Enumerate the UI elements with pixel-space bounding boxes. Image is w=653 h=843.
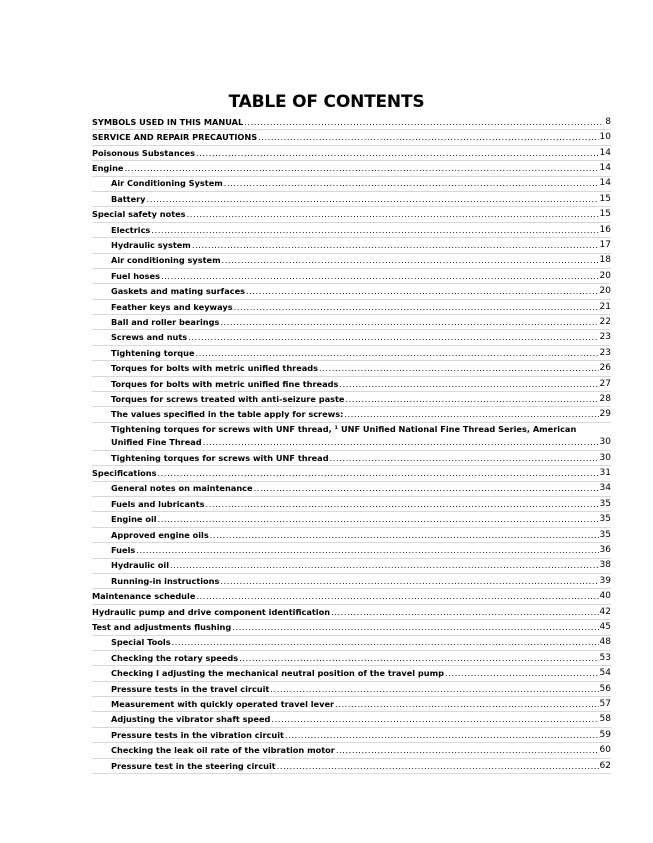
toc-entry[interactable] [92, 177, 611, 192]
dot-leader [206, 499, 599, 512]
toc-entry-label: Hydraulic pump and drive component identification [92, 606, 331, 617]
dot-leader [345, 394, 598, 407]
toc-entry[interactable] [92, 330, 611, 345]
dot-leader [210, 530, 599, 543]
toc-entry[interactable] [92, 300, 611, 315]
toc-entry-page: 14 [599, 178, 611, 189]
dot-leader [254, 483, 599, 496]
toc-entry[interactable] [92, 728, 611, 743]
dot-leader [170, 560, 599, 573]
dot-leader [192, 240, 599, 253]
dot-leader [246, 286, 599, 299]
toc-entry-page: 27 [599, 378, 611, 389]
toc-entry-label: Engine oil [111, 514, 157, 525]
toc-entry-label: Torques for bolts with metric unified fine threads [111, 378, 339, 389]
dot-leader [196, 148, 599, 161]
toc-entry[interactable] [92, 392, 611, 407]
toc-entry-page: 30 [599, 452, 611, 463]
toc-entry[interactable] [92, 682, 611, 697]
toc-entry-page: 18 [599, 255, 611, 266]
toc-entry-page: 20 [599, 270, 611, 281]
toc-entry[interactable] [92, 223, 611, 238]
dot-leader [222, 255, 599, 268]
toc-entry-page: 10 [599, 132, 611, 143]
toc-entry-page: 56 [599, 683, 611, 694]
toc-entry-label: Feather keys and keyways [111, 301, 233, 312]
toc-entry[interactable] [92, 759, 611, 774]
dot-leader [124, 163, 598, 176]
toc-entry-page: 29 [599, 409, 611, 420]
toc-entry-label: Electrics [111, 224, 151, 235]
toc-entry[interactable] [92, 620, 611, 635]
toc-entry-label: Air conditioning system [111, 255, 221, 266]
dot-leader [271, 714, 598, 727]
toc-entry-label: Running-in instructions [111, 575, 220, 586]
toc-entry-page: 21 [599, 301, 611, 312]
dot-leader [234, 302, 599, 315]
toc-entry-page: 38 [599, 560, 611, 571]
toc-entry[interactable] [92, 605, 611, 620]
toc-entry[interactable] [92, 423, 611, 451]
toc-entry-label: Measurement with quickly operated travel lever [111, 698, 335, 709]
toc-entry-page: 28 [599, 393, 611, 404]
dot-leader [224, 178, 599, 191]
toc-entry-page: 35 [599, 529, 611, 540]
toc-entry-page: 54 [599, 668, 611, 679]
toc-entry[interactable] [92, 346, 611, 361]
toc-entry-page: 23 [599, 347, 611, 358]
dot-leader [270, 684, 598, 697]
toc-entry[interactable] [92, 207, 611, 222]
toc-entry-label: Special Tools [111, 637, 171, 648]
toc-entry[interactable] [92, 559, 611, 574]
toc-entry-label: Pressure tests in the vibration circuit [111, 729, 284, 740]
toc-entry-label: Torques for screws treated with anti-seizure paste [111, 393, 345, 404]
toc-entry-label: Tightening torques for screws with UNF thread [111, 452, 329, 463]
dot-leader [196, 591, 598, 604]
dot-leader [172, 637, 599, 650]
toc-entry-label: Tightening torque [111, 347, 195, 358]
dot-leader [285, 730, 599, 743]
toc-entry[interactable] [92, 130, 611, 145]
page-title: TABLE OF CONTENTS [228, 92, 425, 112]
toc-entry[interactable] [92, 361, 611, 376]
toc-entry-label: Maintenance schedule [92, 591, 196, 602]
toc-entry-page: 35 [599, 498, 611, 509]
toc-entry-label: Adjusting the vibrator shaft speed [111, 714, 271, 725]
dot-leader [258, 132, 598, 145]
dot-leader [147, 194, 599, 207]
toc-entry-page: 39 [599, 575, 611, 586]
toc-entry-page: 16 [599, 224, 611, 235]
toc-entry[interactable] [92, 315, 611, 330]
toc-entry-page: 36 [599, 545, 611, 556]
dot-leader [196, 348, 599, 361]
toc-entry-label: Test and adjustments flushing [92, 622, 232, 632]
toc-entry-label: Air Conditioning System [111, 178, 223, 189]
toc-entry[interactable] [92, 146, 611, 161]
toc-entry-page: 58 [599, 714, 611, 725]
dot-leader [232, 622, 598, 635]
toc-entry-page: 31 [599, 468, 611, 479]
toc-entry-label: General notes on maintenance [111, 483, 253, 494]
toc-entry[interactable] [92, 284, 611, 299]
toc-entry-label: Hydraulic system [111, 240, 191, 251]
dot-leader [339, 379, 598, 392]
toc-entry[interactable] [92, 161, 611, 176]
dot-leader [151, 225, 598, 238]
toc-entry[interactable] [92, 589, 611, 604]
toc-entry-label: Poisonous Substances [92, 147, 195, 158]
dot-leader [157, 468, 598, 481]
toc-entry[interactable] [92, 651, 611, 666]
dot-leader [188, 332, 598, 345]
dot-leader [330, 453, 599, 466]
toc-entry-label: Engine [92, 163, 124, 174]
toc-entry[interactable] [92, 712, 611, 727]
toc-entry-page: 45 [599, 622, 611, 632]
toc-entry[interactable] [92, 543, 611, 558]
toc-entry-label: Ball and roller bearings [111, 316, 220, 327]
toc-entry-label: Checking I adjusting the mechanical neutral position of the travel pump [111, 668, 445, 679]
toc-entry[interactable] [92, 528, 611, 543]
toc-entry-label: Pressure test in the steering circuit [111, 760, 276, 771]
toc-entry-page: 35 [599, 514, 611, 525]
toc-entry[interactable] [92, 238, 611, 253]
toc-entry-label: Checking the leak oil rate of the vibration motor [111, 745, 335, 756]
toc-entry[interactable] [92, 115, 611, 130]
toc-entry-label: Specifications [92, 468, 157, 479]
toc-entry-label: Fuel hoses [111, 270, 160, 281]
toc-entry-label: Torques for bolts with metric unified threads [111, 363, 319, 374]
toc-entry-page: 48 [599, 637, 611, 648]
toc-entry[interactable] [92, 574, 611, 589]
table-of-contents [92, 115, 611, 774]
toc-entry-page: 40 [599, 591, 611, 602]
dot-leader [220, 576, 598, 589]
toc-entry-page: 60 [599, 745, 611, 756]
toc-entry-label: Fuels [111, 545, 136, 556]
dot-leader [220, 317, 598, 330]
toc-entry[interactable] [92, 269, 611, 284]
toc-entry[interactable] [92, 743, 611, 758]
toc-entry[interactable] [92, 192, 611, 207]
toc-entry[interactable] [92, 451, 611, 466]
toc-entry-page: 42 [599, 606, 611, 617]
toc-entry[interactable] [92, 254, 611, 269]
dot-leader [239, 653, 598, 666]
toc-entry-label: Special safety notes [92, 209, 186, 220]
toc-entry[interactable] [92, 466, 611, 481]
toc-entry-page: 34 [599, 483, 611, 494]
toc-entry-page: 53 [599, 652, 611, 663]
toc-entry-page: 14 [599, 163, 611, 174]
toc-entry[interactable] [92, 407, 611, 422]
toc-entry-label: Pressure tests in the travel circuit [111, 683, 270, 694]
toc-entry-page: 20 [599, 286, 611, 297]
toc-entry-label: Battery [111, 193, 146, 204]
dot-leader [331, 607, 598, 620]
toc-entry-page: 26 [599, 363, 611, 374]
toc-entry-page: 15 [599, 193, 611, 204]
toc-entry-page: 23 [599, 332, 611, 343]
toc-entry-label: Hydraulic oil [111, 560, 169, 571]
dot-leader [161, 271, 599, 284]
toc-entry[interactable] [92, 666, 611, 681]
toc-entry-page: 57 [599, 698, 611, 709]
toc-entry-page: 30 [599, 437, 611, 448]
toc-entry[interactable] [92, 697, 611, 712]
toc-entry-label: Unified Fine Thread [111, 437, 202, 448]
toc-entry[interactable] [92, 497, 611, 512]
toc-entry-label: Approved engine oils [111, 529, 209, 540]
toc-entry-label: Gaskets and mating surfaces [111, 286, 246, 297]
dot-leader [158, 514, 599, 527]
toc-entry-label: Checking the rotary speeds [111, 652, 239, 663]
toc-entry-label: SYMBOLS USED IN THIS MANUAL [92, 116, 244, 127]
toc-entry[interactable] [92, 377, 611, 392]
toc-entry-page: 15 [599, 209, 611, 220]
toc-entry-page: 59 [599, 729, 611, 740]
toc-entry-label-line1: Tightening torques for screws with UNF thread, ¹ UNF Unified National Fine Thread Series, American [111, 423, 577, 434]
dot-leader [136, 545, 598, 558]
dot-leader [336, 745, 599, 758]
toc-entry-label: The values specified in the table apply for screws: [111, 409, 344, 420]
toc-entry-page: 17 [599, 240, 611, 251]
toc-entry-page: 8 [605, 116, 611, 127]
toc-entry-page: 14 [599, 147, 611, 158]
toc-entry-page: 62 [599, 760, 611, 771]
toc-entry-label: SERVICE AND REPAIR PRECAUTIONS [92, 132, 258, 143]
dot-leader [187, 209, 599, 222]
toc-entry-page: 22 [599, 316, 611, 327]
toc-entry-label: Fuels and lubricants [111, 498, 205, 509]
dot-leader [277, 761, 599, 774]
dot-leader [244, 117, 604, 130]
toc-entry[interactable] [92, 636, 611, 651]
dot-leader [445, 668, 599, 681]
toc-entry-label: Screws and nuts [111, 332, 188, 343]
dot-leader [203, 437, 599, 450]
dot-leader [319, 363, 599, 376]
dot-leader [335, 699, 599, 712]
toc-entry[interactable] [92, 482, 611, 497]
toc-entry[interactable] [92, 512, 611, 527]
dot-leader [344, 409, 598, 422]
